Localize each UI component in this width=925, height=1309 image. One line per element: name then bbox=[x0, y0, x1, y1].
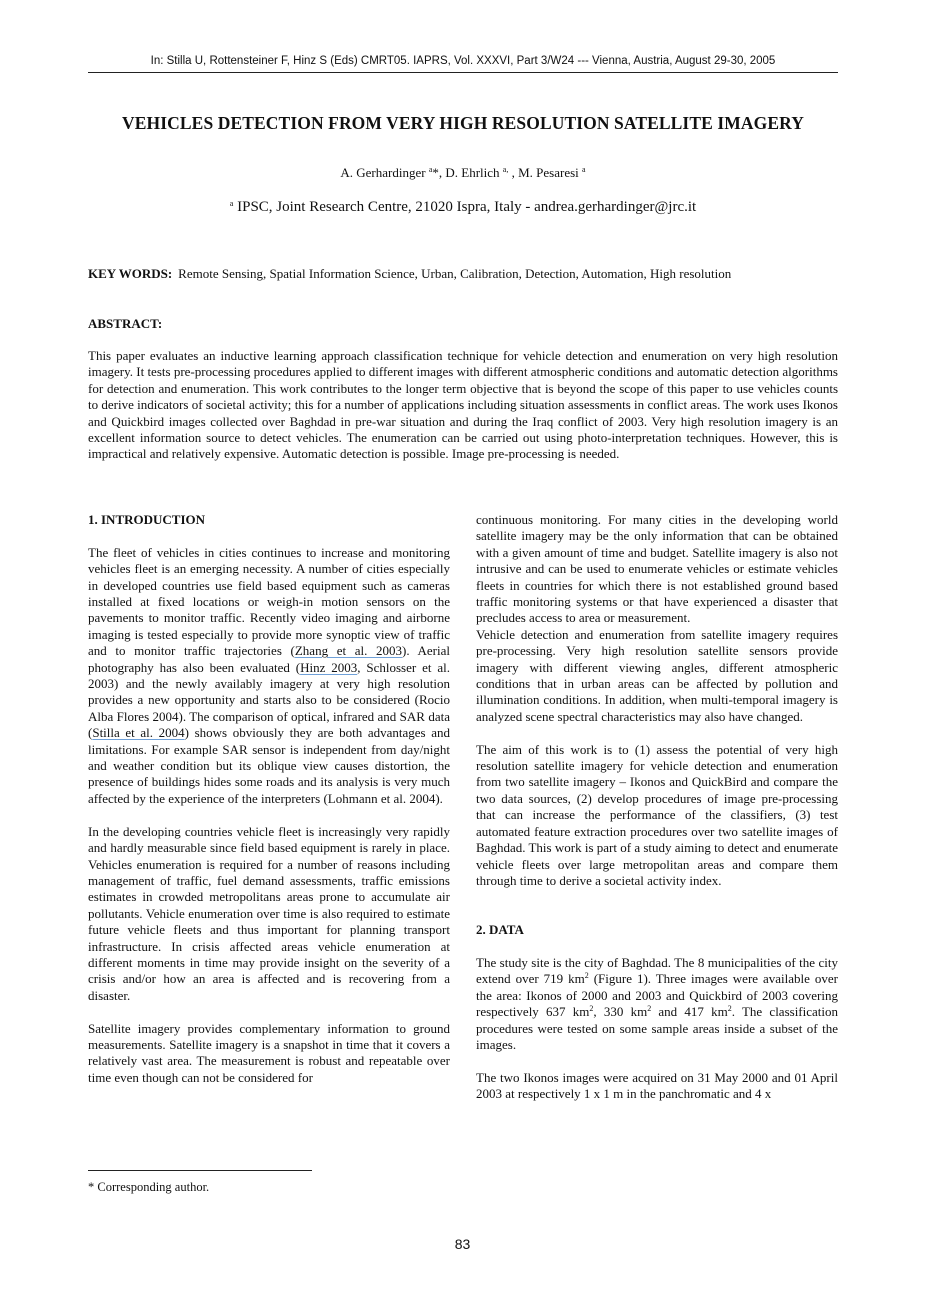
spacer bbox=[88, 1004, 450, 1020]
author-name: M. Pesaresi bbox=[518, 165, 583, 180]
paragraph: The aim of this work is to (1) assess the potential of very high resolution satellite imagery for vehicle detection and enumeration from two satellite imagery – Ikonos and QuickBird and compare the two data sources, (2) develop procedures of image pre-processing that can increase the performance of the classifiers, (3) test automated feature extraction procedures over two satellite images of Baghdad. This work is part of a study aiming to detect and enumerate vehicle fleets over large metropolitan areas and compare them through time to derive a societal activity index. bbox=[476, 741, 838, 888]
text-run: ). Aerial photography has also been evaluated ( bbox=[88, 643, 451, 675]
right-column bbox=[476, 512, 838, 1103]
running-head: In: Stilla U, Rottensteiner F, Hinz S (Eds) CMRT05. IAPRS, Vol. XXXVI, Part 3/W24 --- Vienna, Austria, August 29-30, 2005 bbox=[150, 55, 776, 67]
abstract-text: This paper evaluates an inductive learning approach classification technique for vehicle detection and enumeration on very high resolution imagery. It tests pre-processing procedures applied to different images with different atmospheric conditions and automatic detection algorithms for detection and enumeration. This work contributes to the longer term objective that is beyond the scope of this paper to use vehicles counts to derive indicators of societal activity; this for a number of applications including situation assessments in conflict areas. The work uses Ikonos and Quickbird images collected over Baghdad in pre-war situation and during the Iraq conflict of 2003. Very high resolution imagery is an excellent information source to detect vehicles. The enumeration can be carried out using photo-interpretation techniques. However, this is impractical and relatively expensive. Automatic detection is possible. Image pre-processing is needed. bbox=[88, 348, 838, 462]
paragraph: Satellite imagery provides complementary information to ground measurements. Satellite imagery is a snapshot in time that it covers a relatively vast area. The measurement is robust and repeatable over time even though can not be considered for bbox=[88, 1020, 450, 1085]
citation-link[interactable]: Hinz 2003 bbox=[300, 659, 358, 675]
affiliation-mark: a bbox=[582, 165, 586, 174]
author-list bbox=[88, 165, 838, 181]
spacer bbox=[476, 725, 838, 741]
keywords-label: KEY WORDS: bbox=[88, 266, 173, 281]
text-run: ) shows obviously they are both advantages and limitations. For example SAR sensor is independent from day/night and weather condition but its oblique view causes distortion, the presence of buildings hides some roads and its analysis is very much affected by the experience of the interpreters (Lohmann et al. 2004). bbox=[88, 725, 450, 806]
spacer bbox=[88, 528, 450, 544]
spacer bbox=[476, 889, 838, 922]
text-run: The fleet of vehicles in cities continues to increase and monitoring vehicles fleet is an emerging necessity. A number of cities especially in developed countries use field based equipment such as cameras installed at fixed locations or weigh-in motion sensors on the pavements to monitor traffic. Recently video imaging and airborne imaging is tested especially to provide more synoptic view of traffic and to monitor traffic trajectories ( bbox=[88, 544, 450, 659]
text-run: and 417 km bbox=[651, 1004, 728, 1020]
page-number: 83 bbox=[454, 1236, 471, 1252]
section-heading-introduction: 1. INTRODUCTION bbox=[88, 512, 206, 527]
text-run: , 330 km bbox=[593, 1004, 648, 1020]
author-name: D. Ehrlich bbox=[445, 165, 503, 180]
text-run: The study site is the city of Baghdad. The 8 municipalities of the city extend over 719 km bbox=[476, 954, 838, 987]
paragraph bbox=[476, 955, 838, 1053]
text-run: . The classification procedures were tested on some sample areas inside a subset of the images. bbox=[476, 1004, 839, 1052]
affiliation-mark: a, bbox=[502, 165, 509, 174]
spacer bbox=[476, 1053, 838, 1069]
keywords bbox=[88, 266, 838, 282]
citation-link[interactable]: Zhang et al. 2003 bbox=[294, 643, 403, 659]
keywords-text: Remote Sensing, Spatial Information Science, Urban, Calibration, Detection, Automation, High resolution bbox=[178, 266, 732, 281]
superscript: 2 bbox=[589, 1004, 594, 1014]
corresponding-mark: *, bbox=[432, 165, 446, 180]
superscript: 2 bbox=[727, 1004, 732, 1014]
affiliation-text: IPSC, Joint Research Centre, 21020 Ispra, Italy - andrea.gerhardinger@jrc.it bbox=[233, 199, 697, 215]
author-name: A. Gerhardinger bbox=[340, 165, 429, 180]
superscript: 2 bbox=[647, 1004, 652, 1014]
text-run: (Figure 1). Three images were available over the area: Ikonos of 2000 and 2003 and Quickbird of 2003 covering respectively 637 km bbox=[476, 971, 838, 1020]
abstract-heading: ABSTRACT: bbox=[88, 316, 163, 331]
paragraph: Vehicle detection and enumeration from satellite imagery requires pre-processing. Very high resolution satellite sensors provide imagery with different viewing angles, different atmospheric conditions that in urban areas can be affected by pollution and illumination conditions. In addition, when multi-temporal imagery is analyzed scene spectral characteristics may also have changed. bbox=[476, 626, 838, 724]
affiliation bbox=[88, 199, 838, 216]
paper-title: VEHICLES DETECTION FROM VERY HIGH RESOLUTION SATELLITE IMAGERY bbox=[122, 113, 804, 133]
spacer bbox=[88, 807, 450, 823]
superscript: 2 bbox=[584, 971, 589, 981]
left-column bbox=[88, 512, 450, 1086]
paragraph: continuous monitoring. For many cities in the developing world satellite imagery may be the only information that can be obtained with a given amount of time and budget. Satellite imagery is also not intrusive and can be used to enumerate vehicles or estimate vehicles fleets in countries for which there is not established ground based traffic monitoring systems or that have experienced a disaster that precludes access to area or measurement. bbox=[476, 512, 838, 626]
affiliation-mark: a bbox=[428, 165, 433, 174]
author-separator: , bbox=[508, 165, 519, 180]
paragraph: The two Ikonos images were acquired on 31 May 2000 and 01 April 2003 at respectively 1 x 1 m in the panchromatic and 4 x bbox=[476, 1069, 838, 1102]
header-rule bbox=[88, 72, 838, 73]
spacer bbox=[476, 939, 838, 955]
paragraph bbox=[88, 545, 450, 808]
citation-link[interactable]: Stilla et al. 2004 bbox=[92, 725, 185, 741]
section-heading-data: 2. DATA bbox=[476, 922, 524, 938]
paragraph: In the developing countries vehicle fleet is increasingly very rapidly and hardly measurable since field based equipment is rarely in place. Vehicles enumeration is required for a number of reasons including management of traffic, fuel demand assessments, traffic emissions estimates in crowded metropolitans areas prone to accumulate air pollutants. Vehicle enumeration over time is also required to estimate future vehicle fleets and thus important for planning transport infrastructure. In crisis affected areas vehicle enumeration at different moments in time may provide insight on the severity of a crisis and/or how an area is affected and is recovering from a disaster. bbox=[88, 823, 450, 1003]
text-run: , Schlosser et al. 2003) and the newly availably imagery at very high resolution provides a new opportunity and starts also to be considered (Rocio Alba Flores 2004). The comparison of optical, infrared and SAR data ( bbox=[88, 659, 450, 741]
footnote-rule bbox=[88, 1170, 312, 1171]
affiliation-mark: a bbox=[229, 199, 234, 208]
footnote: * Corresponding author. bbox=[88, 1180, 210, 1194]
